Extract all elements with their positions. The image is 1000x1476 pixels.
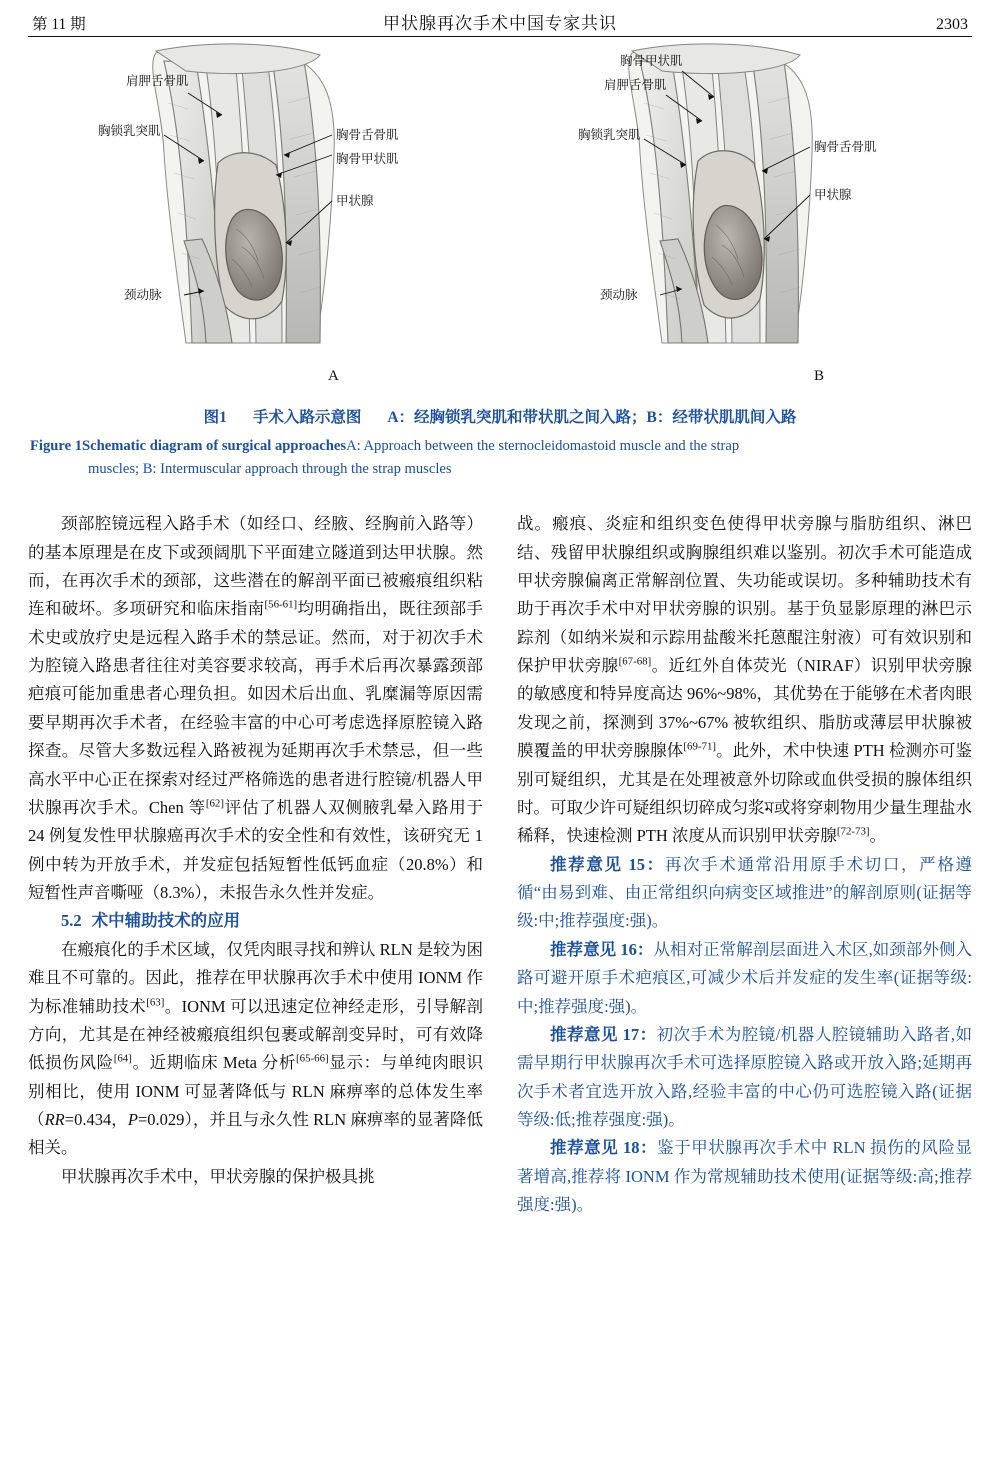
right-column	[517, 510, 972, 1219]
text-run: 战。瘢痕、炎症和组织变色使得甲状旁腺与脂肪组织、淋巴结、残留甲状腺组织或胸腺组织难以鉴别。初次手术可能造成甲状旁腺偏离正常解剖位置、失功能或误切。多种辅助技术有助于再次手术中对甲状旁腺的识别。基于负显影原理的淋巴示踪剂（如纳米炭和示踪用盐酸米托蒽醌注射液）可有效识别和保护甲状旁腺	[517, 514, 972, 676]
text-run: 颈部腔镜远程入路手术（如经口、经腋、经胸前入路等）的基本原理是在皮下或颈阔肌下平面建立隧道到达甲状腺。然而，在再次手术的颈部，这些潜在的解剖平面已被瘢痕组织粘连和破坏。多项研究和临床指南	[28, 514, 483, 619]
section-heading-5-2	[28, 907, 483, 935]
label-thyroid-b: 甲状腺	[814, 188, 852, 202]
label-sternothyroid-a: 胸骨甲状肌	[336, 152, 399, 166]
figure-caption-cn-title: 手术入路示意图	[252, 409, 362, 426]
figure-caption-en-text-1: A: Approach between the sternocleidomastoid muscle and the strap	[346, 438, 740, 454]
figure-caption-cn-text: A：经胸锁乳突肌和带状肌之间入路；B：经带状肌肌间入路	[387, 409, 797, 426]
body-columns	[28, 510, 972, 1219]
recommendation-16-label: 推荐意见 16：	[550, 939, 654, 959]
section-number: 5.2	[61, 911, 82, 931]
page-number: 2303	[936, 16, 968, 33]
label-sternothyroid-b: 胸骨甲状肌	[620, 54, 683, 68]
figure-caption-en-text-2: muscles; B: Intermuscular approach through the strap muscles	[88, 460, 452, 477]
text-run: 。IONM 可以迅速定位神经走形，引导解剖方向，尤其是在神经被瘢痕组织包裹或解剖变异时，可有效降低损伤风险	[28, 996, 484, 1073]
panel-letter-a: A	[328, 368, 339, 384]
anatomy-illustration-a	[36, 43, 486, 383]
text-run: 。近期临床 Meta 分析	[131, 1053, 297, 1073]
figure-caption-en-title: Schematic diagram of surgical approaches	[82, 438, 347, 454]
label-omohyoid-b: 肩胛舌骨肌	[604, 78, 667, 92]
recommendation-16	[517, 936, 972, 1021]
recommendation-18-label: 推荐意见 18：	[550, 1138, 658, 1158]
text-run: 。	[869, 826, 887, 846]
recommendation-18	[517, 1134, 972, 1219]
figure-images	[28, 43, 972, 383]
stat-symbol-p: P	[127, 1110, 138, 1130]
figure-panel-b	[514, 43, 964, 383]
figure-1	[28, 43, 972, 480]
text-run: =0.434，	[64, 1110, 128, 1130]
citation-ref: [63]	[146, 996, 165, 1009]
text-run: =0.029），并且与永久性 RLN 麻痹率的显著降低相关。	[28, 1110, 483, 1158]
recommendation-17-text: 初次手术为腔镜/机器人腔镜辅助入路者,如需早期行甲状腺再次手术可选择原腔镜入路或开放入路;延期再次手术者宜选开放入路,经验丰富的中心仍可选腔镜入路(证据等级:低;推荐强度:强)。	[517, 1024, 972, 1130]
recommendation-17-label: 推荐意见 17：	[550, 1024, 657, 1044]
stat-symbol-rr: RR	[44, 1110, 65, 1130]
recommendation-15	[517, 851, 972, 936]
section-title: 术中辅助技术的应用	[91, 911, 241, 931]
panel-letter-b: B	[814, 368, 825, 384]
figure-caption-cn-label: 图1	[203, 409, 227, 426]
paragraph-remote-access	[28, 510, 483, 907]
citation-ref: [65-66]	[296, 1052, 329, 1065]
text-run: 。近红外自体荧光（NIRAF）识别甲状旁腺的敏感度和特异度高达 96%~98%，其优势在于能够在术者肉眼发现之前，探测到 37%~67% 被软组织、脂肪或薄层甲状腺被膜覆盖的甲状旁腺腺体	[517, 656, 972, 761]
text-run: 在瘢痕化的手术区域，仅凭肉眼寻找和辨认 RLN 是较为困难且不可靠的。因此，推荐在甲状腺再次手术中使用 IONM 作为标准辅助技术	[28, 939, 483, 1016]
recommendation-18-text: 鉴于甲状腺再次手术中 RLN 损伤的风险显著增高,推荐将 IONM 作为常规辅助技术使用(证据等级:高;推荐强度:强)。	[517, 1138, 973, 1215]
running-head	[28, 0, 972, 37]
citation-ref: [64]	[113, 1052, 132, 1065]
figure-panel-a	[36, 43, 486, 383]
recommendation-17	[517, 1021, 972, 1135]
page-title: 甲状腺再次手术中国专家共识	[383, 14, 617, 33]
recommendation-15-text: 再次手术通常沿用原手术切口，严格遵循“由易到难、由正常组织向病变区域推进”的解剖原则(证据等级:中;推荐强度:强)。	[517, 854, 973, 931]
label-thyroid-a: 甲状腺	[336, 194, 374, 208]
recommendation-15-label: 推荐意见 15：	[550, 854, 665, 874]
paragraph-ionm	[28, 936, 483, 1163]
issue-label: 第 11 期	[32, 16, 86, 33]
paragraph-parathyroid-intro: 甲状腺再次手术中，甲状旁腺的保护极具挑	[61, 1166, 375, 1186]
label-scm-b: 胸锁乳突肌	[578, 128, 641, 142]
citation-ref: [72-73]	[836, 825, 870, 838]
anatomy-illustration-b	[514, 43, 964, 383]
paragraph-parathyroid-tech	[517, 510, 972, 851]
label-scm-a: 胸锁乳突肌	[98, 124, 161, 138]
text-run: 均明确指出，既往颈部手术史或放疗史是远程入路手术的禁忌证。然而，对于初次手术为腔镜入路患者往往对美容要求较高，再手术后再次暴露颈部疤痕可能加重患者心理负担。如因术后出血、乳糜漏等原因需要早期再次手术者，在经验丰富的中心可考虑选择原腔镜入路探查。尽管大多数远程入路被视为延期再次手术禁忌，但一些高水平中心正在探索对经过严格筛选的患者进行腔镜/机器人甲状腺再次手术。Chen 等	[28, 599, 484, 817]
recommendation-16-text: 从相对正常解剖层面进入术区,如颈部外侧入路可避开原手术疤痕区,可减少术后并发症的发生率(证据等级:中;推荐强度:强)。	[517, 939, 973, 1016]
left-column	[28, 510, 483, 1219]
label-sternohyoid-b: 胸骨舌骨肌	[814, 140, 877, 154]
citation-ref: [69-71]	[683, 740, 717, 753]
figure-caption-cn	[28, 405, 972, 427]
text-run: 。此外，术中快速 PTH 检测亦可鉴别可疑组织，尤其是在处理被意外切除或血供受损的腺体组织时。可取少许可疑组织切碎成匀浆ম或将穿刺物用少量生理盐水稀释，快速检测 PTH 浓度从而识别甲状旁腺	[517, 741, 973, 846]
text-run: 评估了机器人双侧腋乳晕入路用于 24 例复发性甲状腺癌再次手术的安全性和有效性，该研究无 1 例中转为开放手术，并发症包括短暂性低钙血症（20.8%）和短暂性声音嘶哑（8.3%），未报告永久性并发症。	[28, 797, 483, 903]
citation-ref: [62]	[205, 797, 224, 810]
label-carotid-a: 颈动脉	[124, 288, 162, 302]
citation-ref: [56-61]	[264, 598, 298, 611]
citation-ref: [67-68]	[618, 655, 652, 668]
figure-caption-en	[28, 435, 972, 480]
label-sternohyoid-a: 胸骨舌骨肌	[336, 128, 399, 142]
text-run: 显示：与单纯肉眼识别相比，使用 IONM 可显著降低与 RLN 麻痹率的总体发生率（	[28, 1053, 484, 1130]
label-omohyoid-a: 肩胛舌骨肌	[126, 74, 189, 88]
label-carotid-b: 颈动脉	[600, 288, 638, 302]
figure-caption-en-label: Figure 1	[30, 438, 83, 454]
